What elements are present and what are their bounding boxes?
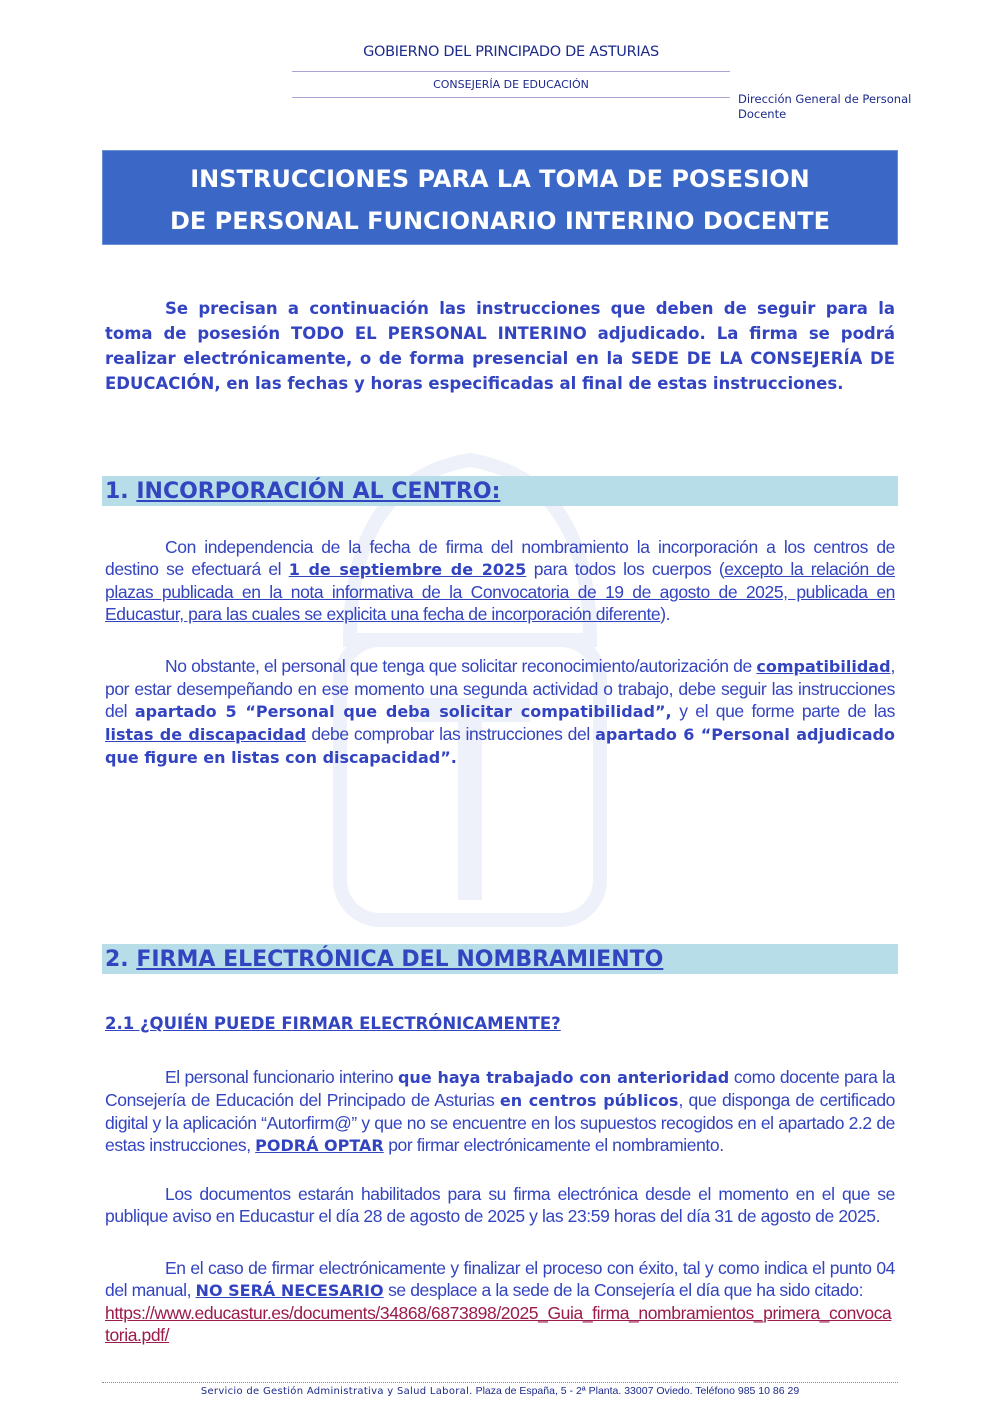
- guide-pdf-link[interactable]: https://www.educastur.es/documents/34868/6873898/2025_Guia_firma_nombramientos_primera_convocatoria.pdf/: [105, 1303, 892, 1345]
- text: El personal funcionario interino: [165, 1067, 398, 1087]
- section-title: INCORPORACIÓN AL CENTRO:: [136, 479, 501, 504]
- text: No obstante, el personal que tenga que solicitar reconocimiento/autorización de: [165, 656, 757, 676]
- section-title: FIRMA ELECTRÓNICA DEL NOMBRAMIENTO: [136, 947, 664, 972]
- header-divider: [292, 97, 730, 98]
- subsection-title: 2.1 ¿QUIÉN PUEDE FIRMAR ELECTRÓNICAMENTE?: [105, 1014, 561, 1033]
- bold-text: en centros públicos: [499, 1091, 679, 1110]
- text: se desplace a la sede de la Consejería el día que ha sido citado:: [383, 1280, 864, 1300]
- section-2-header: [102, 944, 898, 974]
- text: como docente para la Consejería de Educación del Principado de Asturias: [105, 1067, 895, 1110]
- text: por firmar electrónicamente el nombramiento.: [383, 1135, 724, 1155]
- compatibilidad-link[interactable]: compatibilidad: [756, 657, 891, 676]
- section-2-paragraph-3: [105, 1257, 895, 1346]
- footer: [0, 1385, 1000, 1397]
- text: Con independencia de la fecha de firma del nombramiento la incorporación a los centros de destino se efectuará el: [105, 537, 895, 579]
- title-line: DE PERSONAL FUNCIONARIO INTERINO DOCENTE: [169, 207, 831, 235]
- section-number: 1.: [105, 479, 129, 504]
- bold-text: NO SERÁ NECESARIO: [195, 1281, 384, 1300]
- footer-address: Plaza de España, 5 - 2ª Planta. 33007 Oviedo. Teléfono 985 10 86 29: [475, 1385, 800, 1397]
- text: En el caso de firmar electrónicamente y finalizar el proceso con éxito, tal y como indica el punto 04 del manual,: [105, 1258, 895, 1300]
- text: para todos los cuerpos (: [526, 559, 725, 579]
- text: y el que forme parte de las: [671, 701, 895, 721]
- directorate-name: [738, 92, 911, 122]
- bold-text: que haya trabajado con anterioridad: [397, 1068, 730, 1087]
- section-2-paragraph-1: [105, 1066, 895, 1157]
- exception-note: excepto la relación de plazas publicada en la nota informativa de la Convocatoria de 19 de agosto de 2025, publicada en Educastur, para las cuales se explicita una fecha de incorporación diferente: [105, 559, 895, 624]
- text: ).: [660, 604, 671, 624]
- government-name: GOBIERNO DEL PRINCIPADO DE ASTURIAS: [363, 44, 659, 60]
- footer-service: Servicio de Gestión Administrativa y Salud Laboral.: [200, 1386, 473, 1397]
- footer-divider: [102, 1382, 898, 1383]
- directorate-line: Dirección General de Personal: [738, 92, 912, 106]
- bold-text: apartado 6 “Personal adjudicado que figure en listas con discapacidad”.: [105, 725, 895, 767]
- section-2-paragraph-2: Los documentos estarán habilitados para su firma electrónica desde el momento en el que se publique aviso en Educastur el día 28 de agosto de 2025 y las 23:59 horas del día 31 de agosto de 2025.: [105, 1184, 895, 1226]
- listas-discapacidad-link[interactable]: listas de discapacidad: [105, 725, 307, 744]
- section-1-paragraph-1: [105, 536, 895, 625]
- podra-optar-text: PODRÁ OPTAR: [255, 1136, 384, 1155]
- intro-paragraph: Se precisan a continuación las instrucciones que deben de seguir para la toma de posesión TODO EL PERSONAL INTERINO adjudicado. La firma se podrá realizar electrónicamente, o de forma presencial en la SEDE DE LA CONSEJERÍA DE EDUCACIÓN, en las fechas y horas especificadas al final de estas instrucciones.: [105, 299, 895, 393]
- title-line: INSTRUCCIONES PARA LA TOMA DE POSESION: [190, 165, 810, 193]
- text: , por estar desempeñando en ese momento una segunda actividad o trabajo, debe seguir las instrucciones del: [105, 656, 895, 721]
- subsection-2-1-title: [105, 1014, 561, 1033]
- header-divider: [292, 71, 730, 72]
- department-name: CONSEJERÍA DE EDUCACIÓN: [433, 78, 589, 91]
- date-highlight: 1 de septiembre de 2025: [288, 560, 527, 579]
- text: , que disponga de certificado digital y la aplicación “Autorfirm@” y que no se encuentre en los supuestos recogidos en el apartado 2.2 de estas instrucciones,: [105, 1090, 895, 1155]
- section-number: 2.: [105, 947, 129, 972]
- directorate-line: Docente: [738, 107, 787, 121]
- section-1-header: [102, 476, 898, 506]
- text: debe comprobar las instrucciones del: [306, 724, 596, 744]
- document-title: [102, 150, 898, 245]
- section-1-paragraph-2: [105, 655, 895, 769]
- bold-text: apartado 5 “Personal que deba solicitar compatibilidad”,: [134, 702, 672, 721]
